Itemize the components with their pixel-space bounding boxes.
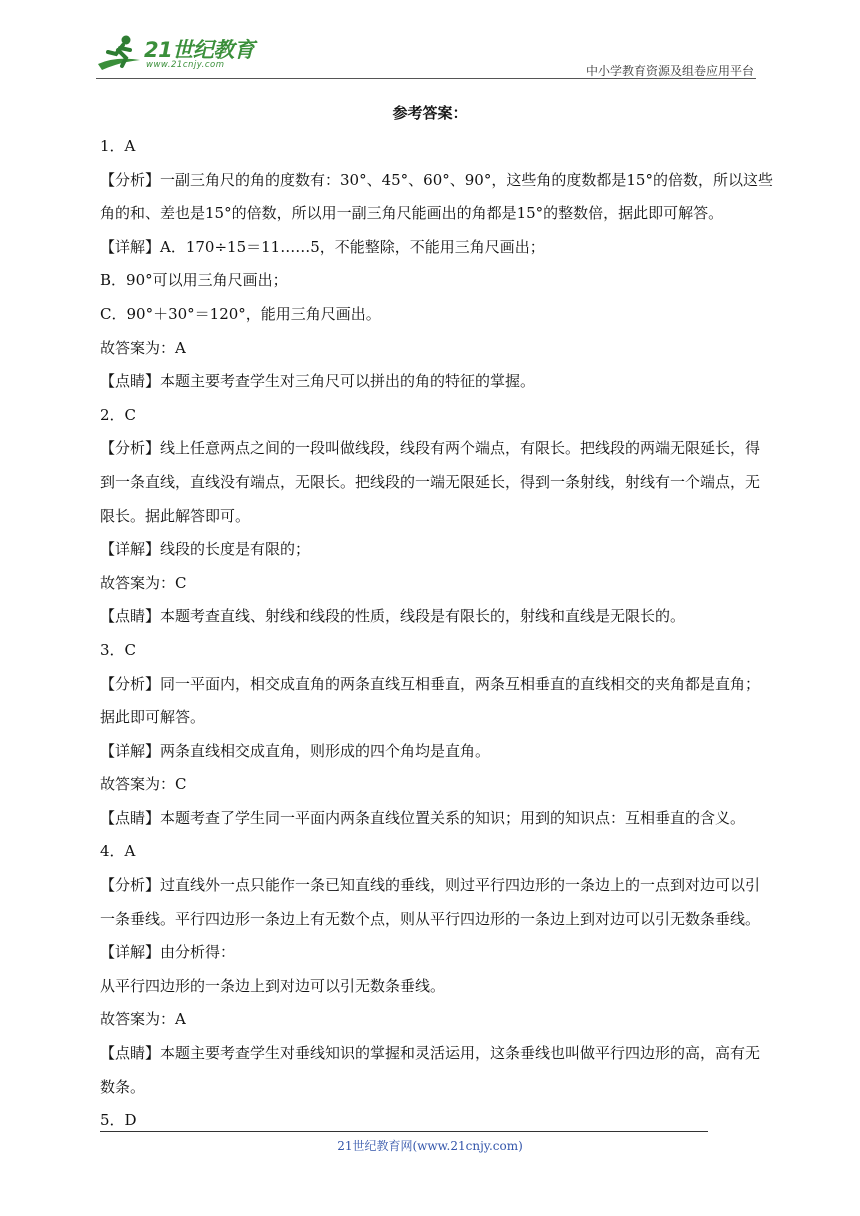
answer-line: 从平行四边形的一条边上到对边可以引无数条垂线。 [100,976,446,995]
answer-line: 1．A [100,137,136,155]
answer-line: 【点睛】本题考查了学生同一平面内两条直线位置关系的知识；用到的知识点：互相垂直的含义。 [100,808,746,827]
answer-line: 【详解】A．170÷15＝11……5，不能整除，不能用三角尺画出； [100,237,545,256]
page-header [96,28,756,80]
platform-name: 中小学教育资源及组卷应用平台 [585,64,754,78]
answer-line: 故答案为：C [100,775,187,794]
logo-text: 21世纪教育 [144,38,255,62]
answer-content [100,130,773,1138]
answer-line: 【详解】两条直线相交成直角，则形成的四个角均是直角。 [100,741,491,760]
footer-divider [100,1131,708,1132]
answer-line: 【详解】由分析得： [100,943,236,962]
runner-logo-icon [96,34,142,74]
answer-line: 【分析】线上任意两点之间的一段叫做线段，线段有两个端点，有限长。把线段的两端无限延长，得 [100,439,761,458]
footer-link[interactable]: 21世纪教育网(www.21cnjy.com) [337,1139,523,1153]
answer-line: 故答案为：A [100,1010,186,1029]
answer-line: 4．A [100,842,136,861]
answer-line: 到一条直线，直线没有端点，无限长。把线段的一端无限延长，得到一条射线，射线有一个端点，无 [100,472,761,491]
answer-line: 角的和、差也是15°的倍数，所以用一副三角尺能画出的角都是15°的整数倍，据此即可解答。 [100,204,724,223]
logo-url: www.21cnjy.com [146,60,225,70]
answer-line: 一条垂线。平行四边形一条边上有无数个点，则从平行四边形的一条边上到对边可以引无数条垂线。 [100,909,761,928]
answer-line: 【分析】一副三角尺的角的度数有：30°、45°、60°、90°，这些角的度数都是15°的倍数，所以这些 [100,170,773,189]
answer-line: 据此即可解答。 [100,708,206,727]
answer-title: 参考答案： [392,104,468,122]
answer-line: 【详解】线段的长度是有限的； [100,540,311,559]
answer-line: 故答案为：C [100,573,187,592]
answer-line: C．90°＋30°＝120°，能用三角尺画出。 [100,304,381,323]
answer-line: 限长。据此解答即可。 [100,506,251,525]
answer-line: 数条。 [100,1077,146,1096]
answer-line: 5．D [100,1111,137,1130]
answer-line: 【分析】过直线外一点只能作一条已知直线的垂线，则过平行四边形的一条边上的一点到对边可以引 [100,876,761,895]
answer-line: 【点睛】本题考查直线、射线和线段的性质，线段是有限长的，射线和直线是无限长的。 [100,607,686,626]
answer-line: 【分析】同一平面内，相交成直角的两条直线互相垂直，两条互相垂直的直线相交的夹角都是直角； [100,674,761,693]
answer-line: 【点睛】本题主要考查学生对三角尺可以拼出的角的特征的掌握。 [100,372,536,391]
answer-line: 2．C [100,405,137,424]
answer-line: B．90°可以用三角尺画出； [100,271,288,290]
site-logo [96,28,266,76]
answer-line: 故答案为：A [100,338,186,357]
answer-line: 3．C [100,640,137,659]
header-divider [96,78,756,79]
answer-line: 【点睛】本题主要考查学生对垂线知识的掌握和灵活运用，这条垂线也叫做平行四边形的高，高有无 [100,1044,761,1063]
